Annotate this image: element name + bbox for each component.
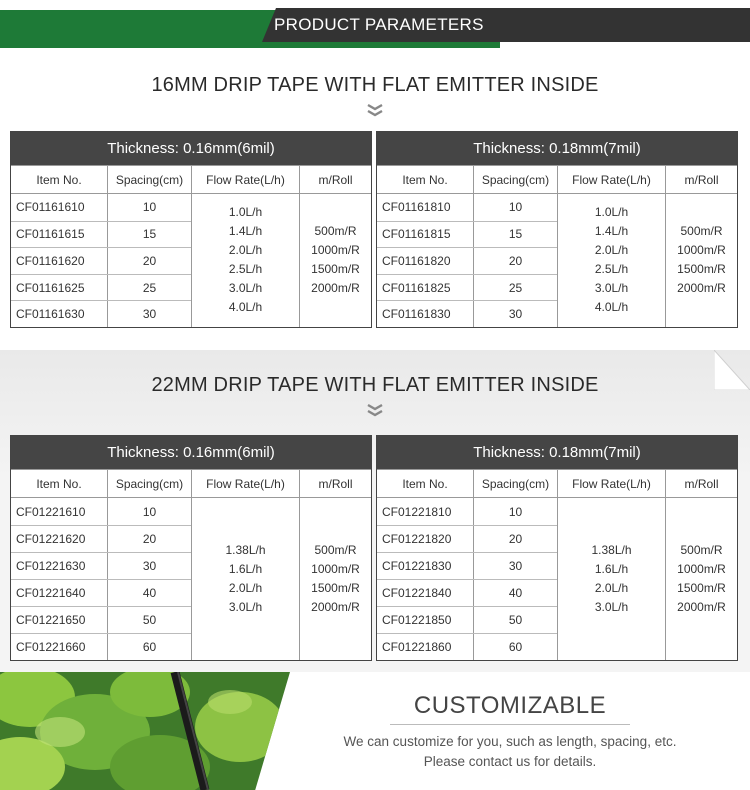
spacing-cell: 25 xyxy=(473,275,557,301)
item-spacing-column xyxy=(377,194,557,327)
spacing-cell: 10 xyxy=(107,194,191,221)
item-number-cell: CF01161620 xyxy=(16,253,85,268)
flow-rate-cell xyxy=(557,194,665,327)
roll-length-value: 1500m/R xyxy=(677,581,726,595)
column-header-row xyxy=(377,469,737,497)
roll-length-value: 1500m/R xyxy=(311,581,360,595)
roll-length-cell xyxy=(299,194,371,327)
flow-rate-value: 3.0L/h xyxy=(228,281,263,296)
column-header: Flow Rate(L/h) xyxy=(191,470,299,497)
flow-rate-value: 2.5L/h xyxy=(594,262,629,277)
double-chevron-down-icon xyxy=(366,103,384,117)
spacing-cell: 30 xyxy=(107,553,191,579)
roll-length-value: 2000m/R xyxy=(677,600,726,614)
table-row xyxy=(377,552,557,579)
table-row xyxy=(377,633,557,660)
table-body xyxy=(11,193,371,327)
column-header: Spacing(cm) xyxy=(107,166,191,193)
spacing-cell: 10 xyxy=(473,194,557,221)
lettuce-field-image xyxy=(0,672,290,790)
spacing-cell: 50 xyxy=(473,607,557,633)
roll-length-value: 1500m/R xyxy=(677,262,726,277)
section-heading: 22MM DRIP TAPE WITH FLAT EMITTER INSIDE xyxy=(151,374,599,396)
spacing-cell: 60 xyxy=(473,634,557,660)
flow-rate-value: 4.0L/h xyxy=(594,300,629,315)
item-number-cell: CF01221840 xyxy=(382,586,452,600)
table-row xyxy=(11,300,191,327)
section-22mm xyxy=(0,350,750,672)
roll-length-cell xyxy=(665,498,737,660)
table-row xyxy=(11,606,191,633)
flow-rate-value: 3.0L/h xyxy=(594,281,629,296)
item-number-cell: CF01221620 xyxy=(16,532,86,546)
item-number-cell: CF01161825 xyxy=(382,280,451,295)
roll-length-value: 1000m/R xyxy=(677,243,726,258)
table-row xyxy=(377,247,557,274)
column-header: Flow Rate(L/h) xyxy=(557,470,665,497)
customize-title: CUSTOMIZABLE xyxy=(413,692,607,719)
flow-rate-value: 1.6L/h xyxy=(228,562,263,576)
table-row xyxy=(377,274,557,301)
table-body xyxy=(11,497,371,660)
divider xyxy=(390,724,630,725)
spec-table xyxy=(376,435,738,661)
spacing-cell: 60 xyxy=(107,634,191,660)
section-heading: 16MM DRIP TAPE WITH FLAT EMITTER INSIDE xyxy=(151,74,599,96)
page-title: PRODUCT PARAMETERS xyxy=(274,15,484,34)
item-number-cell: CF01221660 xyxy=(16,640,86,654)
item-number-cell: CF01221860 xyxy=(382,640,452,654)
header-banner xyxy=(0,8,750,48)
flow-rate-value: 1.0L/h xyxy=(228,205,263,220)
thickness-header: Thickness: 0.18mm(7mil) xyxy=(377,132,737,165)
item-number-cell: CF01221640 xyxy=(16,586,86,600)
column-header-row xyxy=(377,165,737,193)
column-header: Item No. xyxy=(36,172,82,187)
roll-length-cell xyxy=(299,498,371,660)
table-row xyxy=(377,606,557,633)
item-number-cell: CF01161830 xyxy=(382,307,451,322)
roll-length-value: 1000m/R xyxy=(311,243,360,258)
table-row xyxy=(11,579,191,606)
spacing-cell: 30 xyxy=(473,301,557,327)
roll-length-value: 1000m/R xyxy=(677,562,726,576)
flow-rate-value: 2.0L/h xyxy=(594,581,629,595)
flow-rate-value: 2.5L/h xyxy=(228,262,263,277)
spacing-cell: 20 xyxy=(107,248,191,274)
spacing-cell: 10 xyxy=(107,498,191,525)
customize-text-line1: We can customize for you, such as length, spacing, etc. xyxy=(343,734,677,749)
spec-table xyxy=(10,131,372,328)
spacing-cell: 15 xyxy=(473,222,557,248)
column-header: Spacing(cm) xyxy=(107,470,191,497)
double-chevron-down-icon xyxy=(366,403,384,417)
table-row xyxy=(377,498,557,525)
table-row xyxy=(377,525,557,552)
column-header: Spacing(cm) xyxy=(473,166,557,193)
flow-rate-value: 3.0L/h xyxy=(594,600,629,614)
item-spacing-column xyxy=(11,194,191,327)
item-number-cell: CF01161610 xyxy=(16,200,85,215)
flow-rate-cell xyxy=(191,498,299,660)
item-number-cell: CF01221850 xyxy=(382,613,452,627)
table-row xyxy=(11,525,191,552)
item-number-cell: CF01161815 xyxy=(382,227,451,242)
item-number-cell: CF01221630 xyxy=(16,559,86,573)
spacing-cell: 20 xyxy=(107,526,191,552)
thickness-header: Thickness: 0.16mm(6mil) xyxy=(11,436,371,469)
table-body xyxy=(377,193,737,327)
flow-rate-value: 1.0L/h xyxy=(594,205,629,220)
item-number-cell: CF01161625 xyxy=(16,280,85,295)
item-number-cell: CF01221610 xyxy=(16,504,86,519)
spacing-cell: 20 xyxy=(473,248,557,274)
item-number-cell: CF01221830 xyxy=(382,559,452,573)
item-number-cell: CF01221810 xyxy=(382,504,452,519)
spec-table xyxy=(10,435,372,661)
flow-rate-value: 1.38L/h xyxy=(225,543,266,557)
item-number-cell: CF01221820 xyxy=(382,532,452,546)
item-spacing-column xyxy=(377,498,557,660)
roll-length-value: 2000m/R xyxy=(311,281,360,296)
flow-rate-value: 4.0L/h xyxy=(228,300,263,315)
roll-length-value: 500m/R xyxy=(314,543,357,557)
spec-table xyxy=(376,131,738,328)
roll-length-value: 500m/R xyxy=(680,543,723,557)
table-row xyxy=(11,274,191,301)
customize-text-line2: Please contact us for details. xyxy=(423,754,597,769)
roll-length-value: 1000m/R xyxy=(311,562,360,576)
flow-rate-cell xyxy=(557,498,665,660)
flow-rate-value: 1.4L/h xyxy=(228,224,263,239)
spacing-cell: 20 xyxy=(473,526,557,552)
flow-rate-value: 2.0L/h xyxy=(228,581,263,595)
item-number-cell: CF01161820 xyxy=(382,253,451,268)
column-header: Flow Rate(L/h) xyxy=(191,166,299,193)
roll-length-cell xyxy=(665,194,737,327)
table-row xyxy=(377,221,557,248)
thickness-header: Thickness: 0.16mm(6mil) xyxy=(11,132,371,165)
flow-rate-value: 1.38L/h xyxy=(591,543,632,557)
roll-length-value: 2000m/R xyxy=(677,281,726,296)
column-header: Item No. xyxy=(36,476,82,491)
flow-rate-value: 2.0L/h xyxy=(228,243,263,258)
table-row xyxy=(11,221,191,248)
item-number-cell: CF01161810 xyxy=(382,200,451,215)
section-16mm xyxy=(0,48,750,350)
column-header: m/Roll xyxy=(665,166,737,193)
spacing-cell: 30 xyxy=(107,301,191,327)
table-row xyxy=(11,498,191,525)
column-header: m/Roll xyxy=(299,470,371,497)
table-row xyxy=(377,194,557,221)
spacing-cell: 25 xyxy=(107,275,191,301)
spacing-cell: 50 xyxy=(107,607,191,633)
column-header: m/Roll xyxy=(665,470,737,497)
column-header-row xyxy=(11,165,371,193)
table-row xyxy=(11,194,191,221)
table-row xyxy=(11,633,191,660)
roll-length-value: 500m/R xyxy=(680,224,723,239)
thickness-header: Thickness: 0.18mm(7mil) xyxy=(377,436,737,469)
column-header: Spacing(cm) xyxy=(473,470,557,497)
column-header-row xyxy=(11,469,371,497)
item-number-cell: CF01161615 xyxy=(16,227,85,242)
item-number-cell: CF01221650 xyxy=(16,613,86,627)
column-header: Flow Rate(L/h) xyxy=(557,166,665,193)
item-spacing-column xyxy=(11,498,191,660)
roll-length-value: 1500m/R xyxy=(311,262,360,277)
table-row xyxy=(11,552,191,579)
table-body xyxy=(377,497,737,660)
table-row xyxy=(377,300,557,327)
customize-banner xyxy=(0,672,750,790)
spacing-cell: 15 xyxy=(107,222,191,248)
column-header: m/Roll xyxy=(299,166,371,193)
flow-rate-value: 1.4L/h xyxy=(594,224,629,239)
flow-rate-value: 2.0L/h xyxy=(594,243,629,258)
table-row xyxy=(377,579,557,606)
spacing-cell: 40 xyxy=(107,580,191,606)
roll-length-value: 500m/R xyxy=(314,224,357,239)
flow-rate-cell xyxy=(191,194,299,327)
item-number-cell: CF01161630 xyxy=(16,307,85,322)
flow-rate-value: 1.6L/h xyxy=(594,562,629,576)
spacing-cell: 10 xyxy=(473,498,557,525)
flow-rate-value: 3.0L/h xyxy=(228,600,263,614)
spacing-cell: 40 xyxy=(473,580,557,606)
table-row xyxy=(11,247,191,274)
roll-length-value: 2000m/R xyxy=(311,600,360,614)
column-header: Item No. xyxy=(402,172,448,187)
column-header: Item No. xyxy=(402,476,448,491)
spacing-cell: 30 xyxy=(473,553,557,579)
